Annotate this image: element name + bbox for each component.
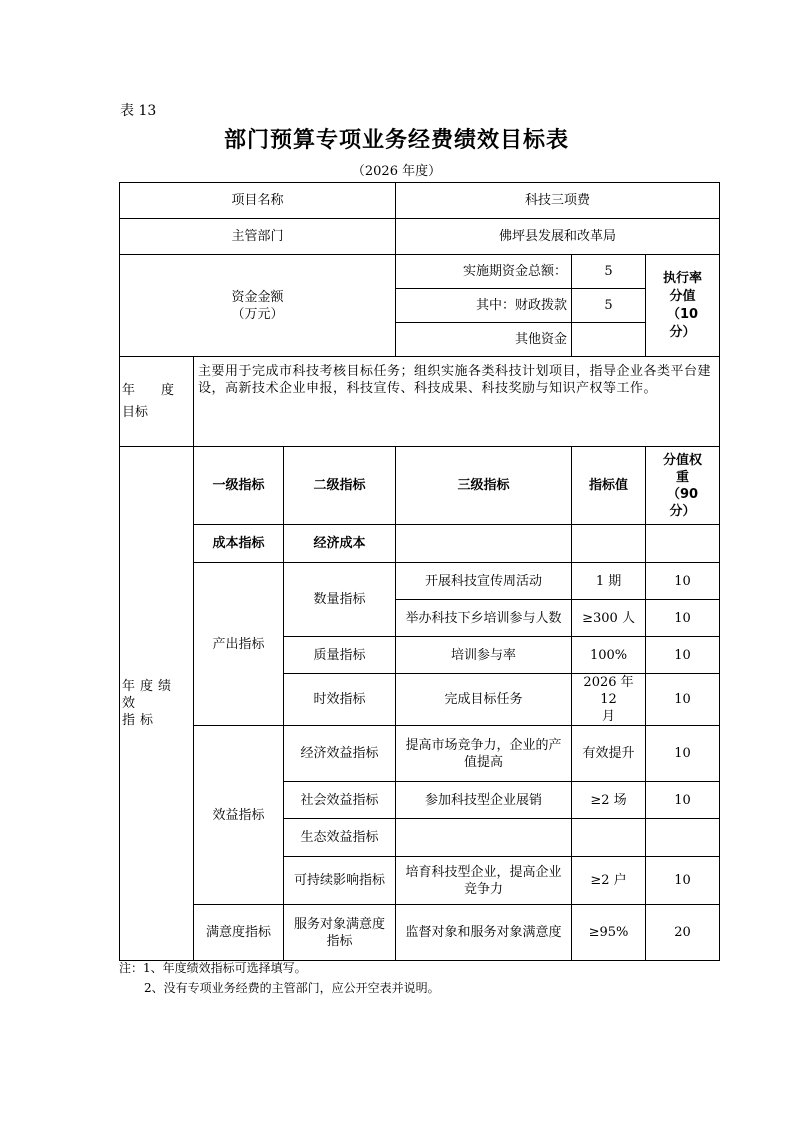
- cell-value: 1 期: [572, 563, 646, 600]
- header-level3: 三级指标: [396, 447, 572, 525]
- cell-level1: 效益指标: [194, 726, 284, 905]
- cell-level3: [396, 525, 572, 563]
- fund-label: 资金金额 （万元）: [120, 255, 396, 357]
- project-name-label: 项目名称: [120, 183, 396, 219]
- page-title: 部门预算专项业务经费绩效目标表: [223, 128, 569, 153]
- execution-rate-score: 执行率 分值 （10 分）: [646, 255, 720, 357]
- header-weight: 分值权 重 （90 分）: [646, 447, 720, 525]
- cell-value: ≥95%: [572, 905, 646, 961]
- cell-weight: 10: [646, 857, 720, 905]
- year-label: （2026 年度）: [351, 164, 442, 179]
- cell-level3: 培训参与率: [396, 637, 572, 674]
- cell-level3: 培育科技型企业，提高企业 竞争力: [396, 857, 572, 905]
- cell-level2: 经济效益指标: [284, 726, 396, 782]
- cell-level2: 生态效益指标: [284, 819, 396, 857]
- fund-fiscal-value: 5: [572, 289, 646, 323]
- cell-value: [572, 525, 646, 563]
- header-value: 指标值: [572, 447, 646, 525]
- indicator-section-label: 年度绩效 指标: [120, 447, 194, 961]
- table-number: 表 13: [120, 103, 157, 119]
- cell-level1: 满意度指标: [194, 905, 284, 961]
- footnotes: [119, 958, 440, 998]
- performance-table: [119, 182, 720, 961]
- project-name-value: 科技三项费: [396, 183, 720, 219]
- cell-level3: [396, 819, 572, 857]
- fund-other-value: [572, 323, 646, 357]
- cell-level2: 服务对象满意度 指标: [284, 905, 396, 961]
- cell-level3: 开展科技宣传周活动: [396, 563, 572, 600]
- cell-level2: 数量指标: [284, 563, 396, 637]
- row-project-name: [120, 183, 720, 219]
- cell-weight: [646, 525, 720, 563]
- row-department: [120, 219, 720, 255]
- cell-weight: 10: [646, 726, 720, 782]
- cell-value: ≥300 人: [572, 600, 646, 637]
- table-row: [120, 563, 720, 600]
- cell-level2: 质量指标: [284, 637, 396, 674]
- table-row: [120, 525, 720, 563]
- cell-weight: 10: [646, 674, 720, 726]
- fund-other-label: 其他资金: [396, 323, 572, 357]
- header-level1: 一级指标: [194, 447, 284, 525]
- annual-goal-label: 年 度 目标: [120, 357, 194, 447]
- header-level2: 二级指标: [284, 447, 396, 525]
- cell-level3: 提高市场竞争力，企业的产 值提高: [396, 726, 572, 782]
- cell-value: [572, 819, 646, 857]
- cell-value: ≥2 户: [572, 857, 646, 905]
- cell-weight: 10: [646, 782, 720, 819]
- cell-weight: 10: [646, 637, 720, 674]
- row-annual-goal: [120, 357, 720, 447]
- table-row: [120, 726, 720, 782]
- cell-level1: 成本指标: [194, 525, 284, 563]
- cell-value: 有效提升: [572, 726, 646, 782]
- cell-weight: [646, 819, 720, 857]
- department-value: 佛坪县发展和改革局: [396, 219, 720, 255]
- cell-value: ≥2 场: [572, 782, 646, 819]
- footnote-2: 2、没有专项业务经费的主管部门，应公开空表并说明。: [144, 981, 440, 995]
- department-label: 主管部门: [120, 219, 396, 255]
- cell-level2: 经济成本: [284, 525, 396, 563]
- annual-goal-text: 主要用于完成市科技考核目标任务；组织实施各类科技计划项目，指导企业各类平台建设，高新技术企业申报，科技宣传、科技成果、科技奖励与知识产权等工作。: [194, 357, 720, 447]
- row-indicator-header: [120, 447, 720, 525]
- cell-value: 2026 年 12 月: [572, 674, 646, 726]
- fund-fiscal-label: 其中：财政拨款: [396, 289, 572, 323]
- fund-total-value: 5: [572, 255, 646, 289]
- cell-level2: 时效指标: [284, 674, 396, 726]
- cell-level3: 举办科技下乡培训参与人数: [396, 600, 572, 637]
- fund-total-label: 实施期资金总额：: [396, 255, 572, 289]
- cell-weight: 10: [646, 600, 720, 637]
- table-row: [120, 905, 720, 961]
- cell-weight: 20: [646, 905, 720, 961]
- footnote-1: 注：1、年度绩效指标可选择填写。: [119, 961, 307, 975]
- cell-level2: 社会效益指标: [284, 782, 396, 819]
- cell-level2: 可持续影响指标: [284, 857, 396, 905]
- cell-level3: 参加科技型企业展销: [396, 782, 572, 819]
- cell-value: 100%: [572, 637, 646, 674]
- row-fund-total: [120, 255, 720, 289]
- cell-level3: 监督对象和服务对象满意度: [396, 905, 572, 961]
- cell-level3: 完成目标任务: [396, 674, 572, 726]
- cell-level1: 产出指标: [194, 563, 284, 726]
- cell-weight: 10: [646, 563, 720, 600]
